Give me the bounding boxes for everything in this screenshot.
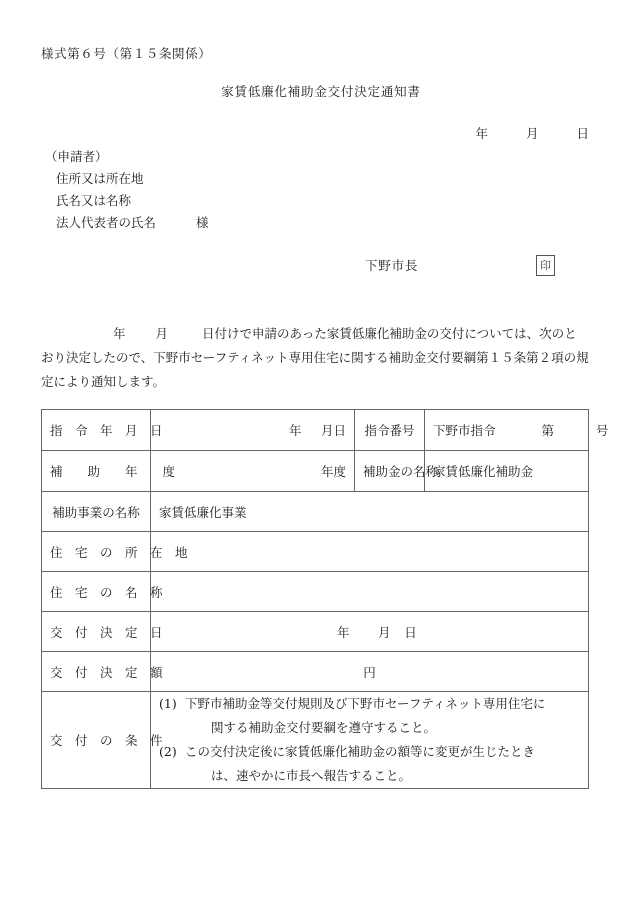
condition-number: (2) — [159, 744, 177, 759]
condition-line2: は、速やかに市長へ報告すること。 — [211, 768, 412, 783]
issue-date-day: 日 — [576, 126, 589, 141]
conditions-label: 交 付 の 条 件 — [42, 692, 151, 789]
order-number-value — [425, 410, 609, 451]
issuer-title: 下野市長 — [365, 258, 419, 273]
decision-date-value — [151, 612, 589, 652]
table-row-decision-amount — [42, 652, 589, 692]
project-name-value: 家賃低廉化事業 — [151, 492, 589, 532]
order-date-label: 指 令 年 月 日 — [42, 410, 151, 451]
fiscal-year-label: 補 助 年 度 — [42, 451, 151, 492]
order-date-year: 年 — [288, 423, 302, 438]
table-row-housing-address — [42, 532, 589, 572]
order-number-prefix: 下野市指令 — [433, 423, 496, 438]
body-paragraph — [41, 322, 589, 394]
applicant-block — [45, 146, 209, 234]
order-date-day: 日 — [333, 423, 346, 438]
body-line1-rest: 日付けで申請のあった家賃低廉化補助金の交付については、次の — [202, 326, 565, 341]
table-row-fiscal-year — [42, 451, 589, 492]
subsidy-name-value: 家賃低廉化補助金 — [425, 451, 589, 492]
fiscal-year-value: 年度 — [151, 451, 355, 492]
body-line3: 第２項の規定により通知します。 — [41, 350, 589, 389]
decision-date-day: 日 — [404, 624, 417, 640]
table-row-housing-name — [42, 572, 589, 612]
decision-date-month: 月 — [377, 624, 391, 640]
order-number-dai: 第 — [541, 423, 555, 438]
decision-amount-label: 交 付 決 定 額 — [42, 652, 151, 692]
project-name-label: 補助事業の名称 — [42, 492, 151, 532]
body-line2: とおり決定したので、下野市セーフティネット専用住宅に関する補助金交付要綱第１５条 — [41, 326, 577, 365]
applicant-honorific: 様 — [196, 215, 209, 230]
order-number-label: 指令番号 — [355, 410, 425, 451]
applicant-name-label: 氏名又は名称 — [56, 193, 132, 208]
order-date-month: 月 — [320, 423, 334, 438]
conditions-value — [151, 692, 589, 789]
body-month: 月 — [155, 326, 169, 341]
housing-address-label: 住 宅 の 所 在 地 — [42, 532, 151, 572]
condition-number: (1) — [159, 696, 177, 711]
applicant-representative-label: 法人代表者の氏名 — [56, 215, 157, 230]
decision-details-table — [41, 409, 609, 789]
subsidy-name-label: 補助金の名称 — [355, 451, 425, 492]
issue-date-line — [476, 124, 589, 142]
table-row-decision-date — [42, 612, 589, 652]
body-year: 年 — [113, 326, 126, 341]
condition-item — [159, 740, 580, 788]
seal-stamp-box: 印 — [536, 255, 555, 276]
table-row-project-name — [42, 492, 589, 532]
table-row-order-date — [42, 410, 589, 451]
condition-line1: この交付決定後に家賃低廉化補助金の額等に変更が生じたとき — [185, 744, 536, 759]
applicant-address-label: 住所又は所在地 — [56, 171, 144, 186]
housing-name-label: 住 宅 の 名 称 — [42, 572, 151, 612]
decision-amount-value: 円 — [151, 652, 589, 692]
decision-date-label: 交 付 決 定 日 — [42, 612, 151, 652]
issue-date-month: 月 — [526, 126, 539, 141]
applicant-heading: （申請者） — [45, 149, 108, 164]
order-date-value — [151, 410, 355, 451]
table-row-conditions — [42, 692, 589, 789]
housing-address-value — [151, 532, 589, 572]
applicant-representative-row — [45, 212, 209, 234]
order-number-gou: 号 — [596, 423, 609, 438]
condition-line2: 関する補助金交付要綱を遵守すること。 — [211, 720, 437, 735]
condition-line1: 下野市補助金等交付規則及び下野市セーフティネット専用住宅に — [185, 696, 546, 711]
condition-item — [159, 692, 580, 740]
decision-date-year: 年 — [336, 624, 350, 640]
form-number: 様式第６号（第１５条関係） — [41, 46, 212, 61]
page-title: 家賃低廉化補助金交付決定通知書 — [221, 84, 421, 99]
issue-date-year: 年 — [475, 126, 489, 141]
housing-name-value — [151, 572, 589, 612]
